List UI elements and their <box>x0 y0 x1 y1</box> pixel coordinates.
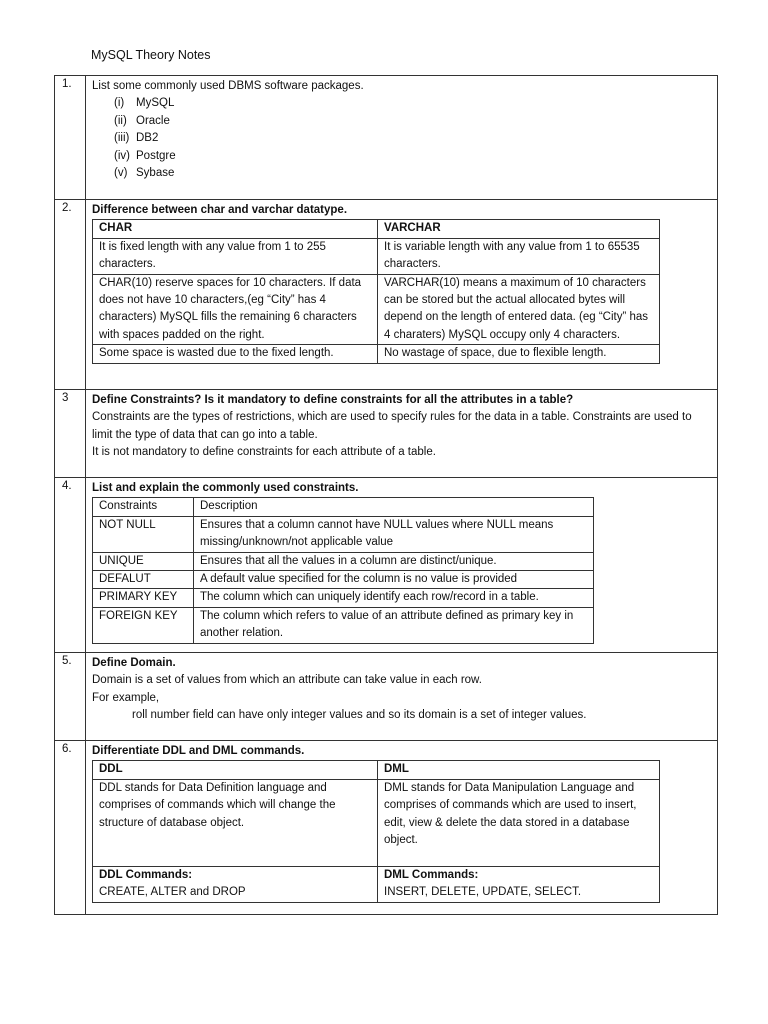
list-numeral: (v) <box>114 167 128 180</box>
table-cell <box>378 866 660 902</box>
table-cell: NOT NULL <box>93 516 194 552</box>
question-number: 5. <box>55 653 86 741</box>
table-cell: It is variable length with any value from 1 to 65535 characters. <box>378 238 660 274</box>
table-row <box>93 345 660 363</box>
column-header: DDL <box>93 761 378 779</box>
list-item-text: MySQL <box>136 97 175 110</box>
answer-text: For example, <box>92 691 160 704</box>
list-item <box>92 113 711 130</box>
list-numeral: (iv) <box>114 149 130 162</box>
table-cell: VARCHAR(10) means a maximum of 10 characters can be stored but the actual allocated bytes will depend on the length of entered data. (eg “City” has 4 charaters) MySQL occupy only 4 characters. <box>378 274 660 345</box>
table-cell: DDL stands for Data Definition language and comprises of commands which will change the structure of database object. <box>93 779 378 866</box>
list-item <box>92 130 711 147</box>
table-header-row <box>93 498 594 516</box>
table-cell: DML stands for Data Manipulation Language and comprises of commands which are used to insert, edit, view & delete the data stored in a database object. <box>378 779 660 866</box>
table-cell: CHAR(10) reserve spaces for 10 characters. If data does not have 10 characters,(eg “City” has 4 characters) MySQL fills the remaining 6 characters with spaces padded on the right. <box>93 274 378 345</box>
table-cell: It is fixed length with any value from 1 to 255 characters. <box>93 238 378 274</box>
ddl-dml-table <box>92 760 660 902</box>
question-row-4 <box>55 478 718 653</box>
table-row <box>93 866 660 902</box>
column-header: DML <box>378 761 660 779</box>
table-row <box>93 589 594 607</box>
table-row <box>93 516 594 552</box>
answer-text: It is not mandatory to define constraints for each attribute of a table. <box>92 446 436 459</box>
column-header: Description <box>194 498 594 516</box>
table-cell: No wastage of space, due to flexible length. <box>378 345 660 363</box>
question-row-2 <box>55 200 718 390</box>
table-cell: PRIMARY KEY <box>93 589 194 607</box>
question-text: Define Constraints? Is it mandatory to define constraints for all the attributes in a table? <box>92 394 574 406</box>
question-row-3 <box>55 390 718 478</box>
commands-list: CREATE, ALTER and DROP <box>99 886 246 899</box>
question-text: Difference between char and varchar datatype. <box>92 204 348 216</box>
list-item-text: Oracle <box>136 114 170 127</box>
question-number: 6. <box>55 741 86 915</box>
question-row-1 <box>55 76 718 200</box>
column-header: Constraints <box>93 498 194 516</box>
table-header-row <box>93 220 660 238</box>
question-text: List some commonly used DBMS software packages. <box>92 80 364 92</box>
table-cell: Ensures that all the values in a column are distinct/unique. <box>194 552 594 570</box>
table-row <box>93 552 594 570</box>
question-content <box>86 478 718 653</box>
table-row <box>93 571 594 589</box>
table-cell: FOREIGN KEY <box>93 607 194 643</box>
question-row-5 <box>55 653 718 741</box>
table-cell <box>93 866 378 902</box>
question-content <box>86 653 718 741</box>
commands-label: DDL Commands: <box>99 868 193 881</box>
question-number: 3 <box>55 390 86 478</box>
list-numeral: (i) <box>114 97 125 110</box>
column-header: VARCHAR <box>378 220 660 238</box>
question-row-6 <box>55 741 718 915</box>
table-cell: The column which can uniquely identify each row/record in a table. <box>194 589 594 607</box>
question-number: 1. <box>55 76 86 200</box>
table-cell: A default value specified for the column is no value is provided <box>194 571 594 589</box>
list-item-text: Postgre <box>136 149 176 162</box>
table-cell: UNIQUE <box>93 552 194 570</box>
list-item <box>92 95 711 112</box>
question-content <box>86 741 718 915</box>
list-item-text: DB2 <box>136 132 159 145</box>
answer-text: Constraints are the types of restrictions, which are used to specify rules for the data in a table. Constraints are used to limit the type of data that can go into a table. <box>92 411 692 441</box>
list-item-text: Sybase <box>136 167 175 180</box>
table-cell: DEFALUT <box>93 571 194 589</box>
list-item <box>92 165 711 182</box>
list-item <box>92 148 711 165</box>
question-content <box>86 390 718 478</box>
page-title: MySQL Theory Notes <box>91 48 211 62</box>
question-number: 2. <box>55 200 86 390</box>
table-row <box>93 274 660 345</box>
notes-table <box>54 75 718 915</box>
question-number: 4. <box>55 478 86 653</box>
constraints-table <box>92 497 594 643</box>
table-header-row <box>93 761 660 779</box>
commands-list: INSERT, DELETE, UPDATE, SELECT. <box>384 886 582 899</box>
table-cell: Some space is wasted due to the fixed length. <box>93 345 378 363</box>
question-text: Differentiate DDL and DML commands. <box>92 745 305 757</box>
table-row <box>93 607 594 643</box>
table-row <box>93 238 660 274</box>
question-content <box>86 76 718 200</box>
table-cell: The column which refers to value of an attribute defined as primary key in another relation. <box>194 607 594 643</box>
column-header: CHAR <box>93 220 378 238</box>
char-varchar-table <box>92 219 660 363</box>
table-row <box>93 779 660 866</box>
commands-label: DML Commands: <box>384 868 479 881</box>
answer-text: Domain is a set of values from which an attribute can take value in each row. <box>92 674 482 687</box>
list-numeral: (ii) <box>114 114 127 127</box>
list-numeral: (iii) <box>114 132 130 145</box>
question-text: List and explain the commonly used constraints. <box>92 482 359 494</box>
question-text: Define Domain. <box>92 657 176 669</box>
table-cell: Ensures that a column cannot have NULL values where NULL means missing/unknown/not applicable value <box>194 516 594 552</box>
question-content <box>86 200 718 390</box>
answer-text: roll number field can have only integer values and so its domain is a set of integer values. <box>132 709 587 722</box>
